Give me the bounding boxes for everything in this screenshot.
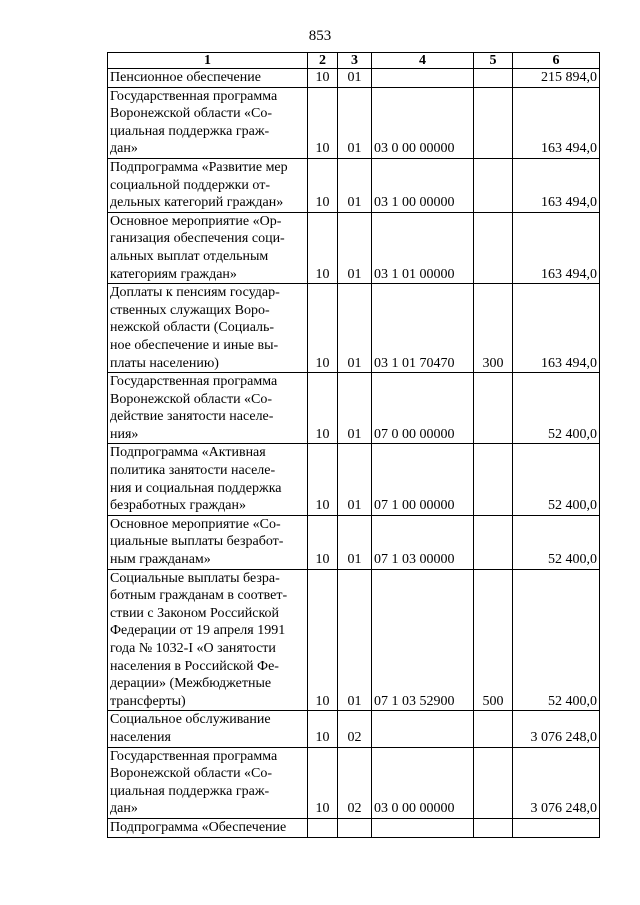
cell-name-line: Основное мероприятие «Со- bbox=[110, 516, 281, 532]
cell-target-article: 07 1 03 00000 bbox=[372, 515, 474, 569]
cell-name-line: альных выплат отдельным bbox=[110, 248, 269, 264]
table-header-row bbox=[108, 53, 600, 69]
table-row bbox=[108, 284, 600, 373]
cell-name-line: дерации» (Межбюджетные bbox=[110, 676, 272, 692]
cell-section: 10 bbox=[308, 747, 338, 818]
cell-name-line: Федерации от 19 апреля 1991 bbox=[110, 623, 286, 639]
cell-name-line: Доплаты к пенсиям государ- bbox=[110, 285, 280, 301]
cell-subsection: 01 bbox=[338, 284, 372, 373]
cell-name bbox=[108, 818, 308, 837]
cell-expense-type: 500 bbox=[474, 569, 513, 711]
cell-section: 10 bbox=[308, 444, 338, 515]
cell-name bbox=[108, 711, 308, 747]
cell-target-article: 03 1 01 00000 bbox=[372, 212, 474, 283]
cell-target-article: 07 1 03 52900 bbox=[372, 569, 474, 711]
cell-target-article bbox=[372, 711, 474, 747]
column-header-5: 5 bbox=[474, 53, 513, 69]
cell-expense-type bbox=[474, 515, 513, 569]
cell-amount: 52 400,0 bbox=[513, 569, 600, 711]
cell-name-line: циальные выплаты безработ- bbox=[110, 534, 284, 550]
cell-section: 10 bbox=[308, 569, 338, 711]
column-header-4: 4 bbox=[372, 53, 474, 69]
cell-target-article: 03 0 00 00000 bbox=[372, 87, 474, 158]
cell-target-article: 03 1 00 00000 bbox=[372, 158, 474, 212]
cell-section bbox=[308, 818, 338, 837]
cell-expense-type: 300 bbox=[474, 284, 513, 373]
cell-name-line: трансферты) bbox=[110, 693, 186, 709]
cell-amount: 52 400,0 bbox=[513, 515, 600, 569]
column-header-3: 3 bbox=[338, 53, 372, 69]
cell-name-line: ное обеспечение и иные вы- bbox=[110, 337, 279, 353]
cell-subsection: 01 bbox=[338, 69, 372, 88]
cell-section: 10 bbox=[308, 158, 338, 212]
cell-amount: 163 494,0 bbox=[513, 158, 600, 212]
table-row bbox=[108, 818, 600, 837]
cell-name-line: Государственная программа bbox=[110, 88, 278, 104]
cell-name bbox=[108, 158, 308, 212]
cell-section: 10 bbox=[308, 515, 338, 569]
table-row bbox=[108, 69, 600, 88]
cell-name-line: платы населению) bbox=[110, 355, 219, 371]
cell-name bbox=[108, 87, 308, 158]
cell-name bbox=[108, 569, 308, 711]
cell-name-line: населения bbox=[110, 729, 171, 745]
cell-expense-type bbox=[474, 711, 513, 747]
table-row bbox=[108, 212, 600, 283]
cell-name-line: Воронежской области «Со- bbox=[110, 106, 273, 122]
cell-name bbox=[108, 284, 308, 373]
cell-subsection: 02 bbox=[338, 711, 372, 747]
table-row bbox=[108, 711, 600, 747]
cell-subsection: 01 bbox=[338, 212, 372, 283]
cell-name-line: ным гражданам» bbox=[110, 552, 211, 568]
cell-subsection: 01 bbox=[338, 373, 372, 444]
cell-name-line: ганизация обеспечения соци- bbox=[110, 231, 285, 247]
cell-name-line: Воронежской области «Со- bbox=[110, 391, 273, 407]
cell-name-line: ния и социальная поддержка bbox=[110, 480, 282, 496]
cell-name-line: циальная поддержка граж- bbox=[110, 123, 270, 139]
cell-section: 10 bbox=[308, 711, 338, 747]
cell-name-line: населения в Российской Фе- bbox=[110, 658, 279, 674]
cell-name-line: Социальное обслуживание bbox=[110, 712, 271, 728]
cell-name-line: нежской области (Социаль- bbox=[110, 320, 275, 336]
cell-name-line: категориям граждан» bbox=[110, 266, 237, 282]
column-header-2: 2 bbox=[308, 53, 338, 69]
cell-name-line: дан» bbox=[110, 141, 138, 157]
cell-amount: 215 894,0 bbox=[513, 69, 600, 88]
cell-target-article: 03 1 01 70470 bbox=[372, 284, 474, 373]
cell-subsection: 01 bbox=[338, 515, 372, 569]
cell-name-line: Подпрограмма «Обеспечение bbox=[110, 819, 287, 835]
cell-expense-type bbox=[474, 373, 513, 444]
cell-amount: 163 494,0 bbox=[513, 284, 600, 373]
cell-name-line: ния» bbox=[110, 426, 139, 442]
cell-name-line: года № 1032-I «О занятости bbox=[110, 641, 276, 656]
cell-expense-type bbox=[474, 212, 513, 283]
column-header-1: 1 bbox=[108, 53, 308, 69]
cell-name-line: ствии с Законом Российской bbox=[110, 605, 280, 621]
cell-name-line: Пенсионное обеспечение bbox=[110, 70, 261, 85]
cell-section: 10 bbox=[308, 284, 338, 373]
cell-expense-type bbox=[474, 69, 513, 88]
cell-name-line: Подпрограмма «Развитие мер bbox=[110, 159, 288, 175]
cell-target-article bbox=[372, 69, 474, 88]
cell-name bbox=[108, 515, 308, 569]
cell-name bbox=[108, 444, 308, 515]
cell-amount: 163 494,0 bbox=[513, 212, 600, 283]
cell-subsection: 01 bbox=[338, 569, 372, 711]
table-body bbox=[108, 69, 600, 838]
cell-section: 10 bbox=[308, 87, 338, 158]
page-number: 853 bbox=[308, 28, 332, 44]
cell-name-line: ственных служащих Воро- bbox=[110, 302, 270, 318]
cell-name-line: Воронежской области «Со- bbox=[110, 766, 273, 782]
cell-amount: 163 494,0 bbox=[513, 87, 600, 158]
cell-section: 10 bbox=[308, 69, 338, 88]
cell-amount: 3 076 248,0 bbox=[513, 747, 600, 818]
cell-name bbox=[108, 212, 308, 283]
cell-name-line: Основное мероприятие «Ор- bbox=[110, 213, 282, 229]
cell-target-article: 03 0 00 00000 bbox=[372, 747, 474, 818]
cell-subsection: 01 bbox=[338, 444, 372, 515]
cell-name-line: дельных категорий граждан» bbox=[110, 195, 284, 211]
cell-subsection: 01 bbox=[338, 158, 372, 212]
cell-expense-type bbox=[474, 87, 513, 158]
cell-name-line: политика занятости населе- bbox=[110, 463, 276, 479]
table-row bbox=[108, 87, 600, 158]
cell-name-line: безработных граждан» bbox=[110, 498, 246, 514]
cell-name-line: Социальные выплаты безра- bbox=[110, 570, 280, 586]
cell-name-line: социальной поддержки от- bbox=[110, 177, 271, 193]
table-row bbox=[108, 373, 600, 444]
cell-name bbox=[108, 747, 308, 818]
cell-section: 10 bbox=[308, 212, 338, 283]
table-row bbox=[108, 515, 600, 569]
cell-amount bbox=[513, 818, 600, 837]
table-row bbox=[108, 569, 600, 711]
cell-target-article bbox=[372, 818, 474, 837]
cell-name bbox=[108, 69, 308, 88]
cell-amount: 3 076 248,0 bbox=[513, 711, 600, 747]
cell-subsection: 01 bbox=[338, 87, 372, 158]
cell-name-line: Государственная программа bbox=[110, 748, 278, 764]
cell-expense-type bbox=[474, 158, 513, 212]
cell-name bbox=[108, 373, 308, 444]
budget-table bbox=[107, 52, 600, 838]
cell-expense-type bbox=[474, 747, 513, 818]
cell-amount: 52 400,0 bbox=[513, 444, 600, 515]
cell-name-line: Государственная программа bbox=[110, 374, 278, 390]
cell-subsection bbox=[338, 818, 372, 837]
cell-name-line: Подпрограмма «Активная bbox=[110, 445, 266, 461]
cell-name-line: ботным гражданам в соответ- bbox=[110, 588, 288, 604]
cell-expense-type bbox=[474, 444, 513, 515]
cell-amount: 52 400,0 bbox=[513, 373, 600, 444]
cell-target-article: 07 1 00 00000 bbox=[372, 444, 474, 515]
cell-expense-type bbox=[474, 818, 513, 837]
column-header-6: 6 bbox=[513, 53, 600, 69]
cell-name-line: действие занятости населе- bbox=[110, 409, 274, 425]
table-row bbox=[108, 444, 600, 515]
cell-name-line: циальная поддержка граж- bbox=[110, 783, 270, 799]
table-row bbox=[108, 158, 600, 212]
cell-section: 10 bbox=[308, 373, 338, 444]
table-row bbox=[108, 747, 600, 818]
cell-subsection: 02 bbox=[338, 747, 372, 818]
cell-name-line: дан» bbox=[110, 801, 138, 817]
cell-target-article: 07 0 00 00000 bbox=[372, 373, 474, 444]
